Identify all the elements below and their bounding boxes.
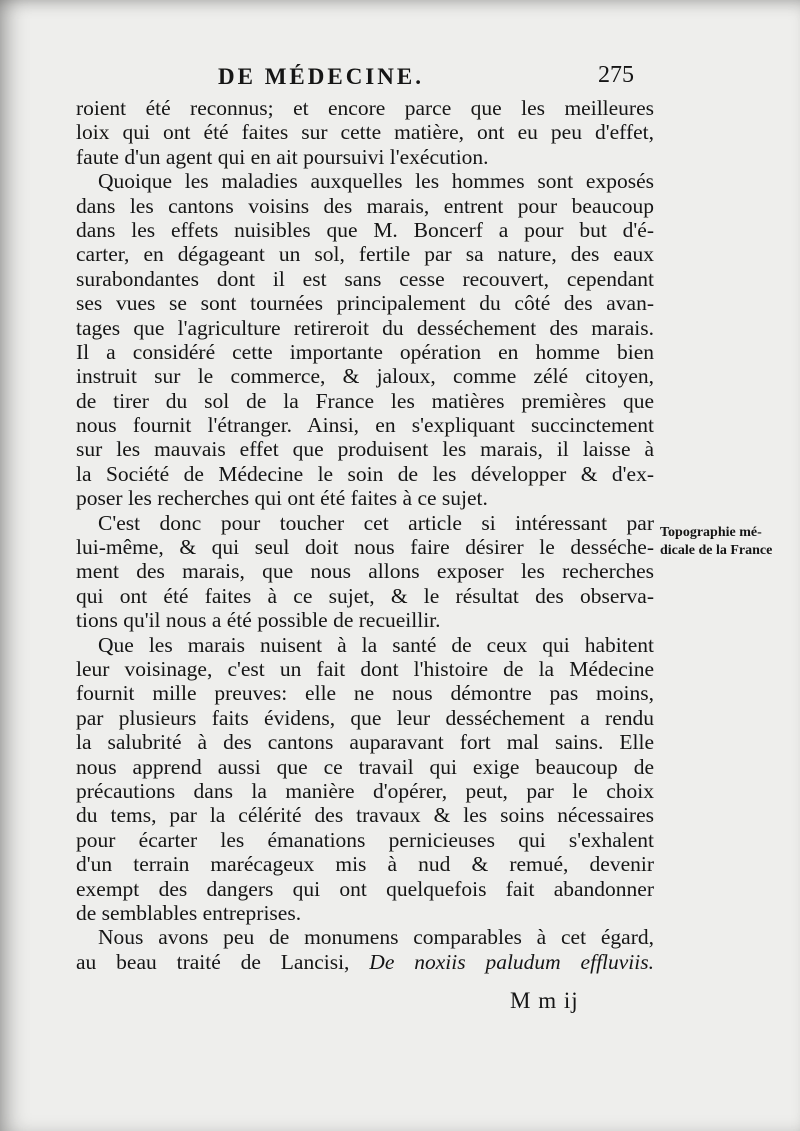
margin-note-line: Topographie mé-	[660, 525, 762, 540]
margin-note-line: dicale de la France	[660, 543, 773, 558]
text-line: de semblables entreprises.	[76, 900, 302, 925]
text-line: lui-même, & qui seul doit nous faire désirer le desséche-	[76, 535, 654, 560]
text-line: pour écarter les émanations pernicieuses qui s'exhalent	[76, 827, 654, 852]
text-line: dans les effets nuisibles que M. Boncerf a pour but d'é-	[76, 217, 654, 242]
text-line: la Société de Médecine le soin de les développer & d'ex-	[76, 461, 654, 486]
text-line: instruit sur le commerce, & jaloux, comme zélé citoyen,	[76, 364, 654, 389]
text-line: Quoique les maladies auxquelles les hommes sont exposés	[98, 169, 654, 194]
text-line: nous apprend aussi que ce travail qui exige beaucoup de	[76, 754, 654, 779]
paragraph-5	[76, 925, 654, 974]
text-line: faute d'un agent qui en ait poursuivi l'exécution.	[76, 144, 489, 169]
text-line: sur les mauvais effet que produisent les marais, il laisse à	[76, 437, 654, 462]
text-line: de tirer du sol de la France les matières premières que	[76, 388, 654, 413]
text-line: ment des marais, que nous allons exposer les recherches	[76, 559, 654, 584]
text-line: carter, en dégageant un sol, fertile par sa nature, des eaux	[76, 242, 654, 267]
text-line: précautions dans la manière d'opérer, peut, par le choix	[76, 778, 654, 803]
text-line: ses vues se sont tournées principalement du côté des avan-	[76, 291, 654, 316]
margin-note	[660, 524, 798, 560]
signature-mark: M m ij	[510, 988, 579, 1013]
text-line: par plusieurs faits évidens, que leur desséchement a rendu	[76, 705, 654, 730]
paragraph-3	[76, 511, 654, 633]
text-line: dans les cantons voisins des marais, entrent pour beaucoup	[76, 193, 654, 218]
book-title-italic: De noxiis paludum effluviis.	[369, 949, 654, 974]
text-line: qui ont été faites à ce sujet, & le résultat des observa-	[76, 583, 654, 608]
page-number: 275	[598, 62, 634, 88]
text-fragment: au beau traité de Lancisi,	[76, 949, 370, 974]
text-line: surabondantes dont il est sans cesse recouvert, cependant	[76, 266, 654, 291]
text-line: la salubrité à des cantons auparavant fort mal sains. Elle	[76, 730, 654, 755]
paragraph-2	[76, 169, 654, 510]
body-text	[76, 96, 654, 974]
text-line: tions qu'il nous a été possible de recueillir.	[76, 608, 441, 633]
text-line: Que les marais nuisent à la santé de ceux qui habitent	[98, 632, 654, 657]
text-line: Nous avons peu de monumens comparables à cet égard,	[98, 925, 654, 950]
text-line-final	[76, 950, 654, 974]
paragraph-4	[76, 633, 654, 926]
text-line: loix qui ont été faites sur cette matière, ont eu peu d'effet,	[76, 120, 654, 145]
running-title: DE MÉDECINE.	[218, 64, 424, 89]
text-line: roient été reconnus; et encore parce que les meilleures	[76, 96, 654, 120]
text-line: poser les recherches qui ont été faites à ce sujet.	[76, 486, 488, 511]
text-line: exempt des dangers qui ont quelquefois fait abandonner	[76, 876, 654, 901]
text-line: C'est donc pour toucher cet article si intéressant par	[98, 510, 654, 535]
text-line: nous fournit l'étranger. Ainsi, en s'expliquant succinctement	[76, 413, 654, 438]
text-line: fournit mille preuves: elle ne nous démontre pas moins,	[76, 681, 654, 706]
text-line: leur voisinage, c'est un fait dont l'histoire de la Médecine	[76, 656, 654, 681]
text-line: tages que l'agriculture retireroit du desséchement des marais.	[76, 315, 654, 340]
text-line: d'un terrain marécageux mis à nud & remué, devenir	[76, 852, 654, 877]
paragraph-1	[76, 96, 654, 169]
text-line: Il a considéré cette importante opération en homme bien	[76, 339, 654, 364]
text-line: du tems, par la célérité des travaux & les soins nécessaires	[76, 803, 654, 828]
